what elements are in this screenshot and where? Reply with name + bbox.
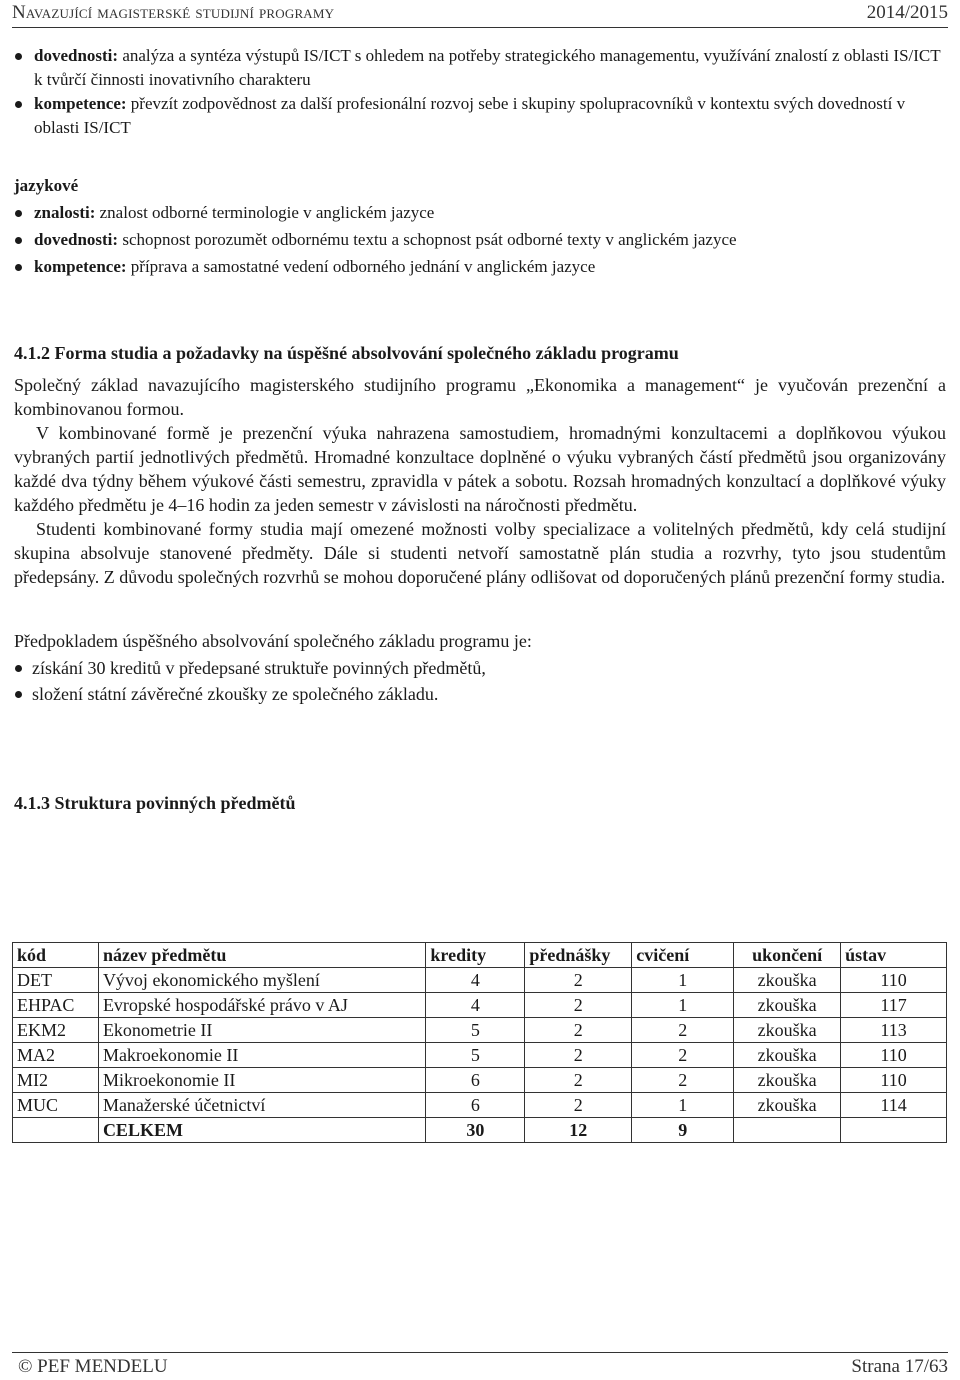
language-heading: jazykové bbox=[14, 176, 79, 195]
table-cell: 4 bbox=[426, 968, 525, 993]
page-footer bbox=[12, 1352, 948, 1380]
table-cell: zkouška bbox=[734, 1093, 841, 1118]
table-cell: Manažerské účetnictví bbox=[98, 1093, 425, 1118]
page-header bbox=[12, 0, 948, 28]
table-cell: 5 bbox=[426, 1043, 525, 1068]
table-header-row bbox=[13, 943, 947, 968]
list-item: kompetence: příprava a samostatné vedení odborného jednání v anglickém jazyce bbox=[14, 255, 946, 279]
page-number: Strana 17/63 bbox=[851, 1356, 948, 1377]
list-item: získání 30 kreditů v předepsané struktuře povinných předmětů, bbox=[14, 655, 946, 681]
table-cell: zkouška bbox=[734, 1018, 841, 1043]
table-cell: 2 bbox=[525, 1068, 632, 1093]
header-year: 2014/2015 bbox=[866, 2, 948, 23]
total-exercises: 9 bbox=[632, 1118, 734, 1143]
col-header: přednášky bbox=[525, 943, 632, 968]
list-item: znalosti: znalost odborné terminologie v anglickém jazyce bbox=[14, 201, 946, 225]
table-cell: 2 bbox=[632, 1043, 734, 1068]
paragraph: Předpokladem úspěšného absolvování společného základu programu je: bbox=[14, 631, 532, 651]
col-header: ústav bbox=[841, 943, 947, 968]
table-total-row bbox=[13, 1118, 947, 1143]
table-cell: 5 bbox=[426, 1018, 525, 1043]
table-row bbox=[13, 993, 947, 1018]
table-cell: 2 bbox=[632, 1068, 734, 1093]
table-cell bbox=[13, 1118, 99, 1143]
col-header: kredity bbox=[426, 943, 525, 968]
table-row bbox=[13, 1093, 947, 1118]
subjects-table bbox=[12, 942, 947, 1143]
table-cell: 4 bbox=[426, 993, 525, 1018]
table-cell: 2 bbox=[525, 1018, 632, 1043]
total-lectures: 12 bbox=[525, 1118, 632, 1143]
table-cell: 117 bbox=[841, 993, 947, 1018]
col-header: cvičení bbox=[632, 943, 734, 968]
table-cell: Evropské hospodářské právo v AJ bbox=[98, 993, 425, 1018]
section-title-413: 4.1.3 Struktura povinných předmětů bbox=[14, 793, 296, 813]
table-cell: 2 bbox=[525, 1043, 632, 1068]
list-item: dovednosti: schopnost porozumět odbornému textu a schopnost psát odborné texty v anglickém jazyce bbox=[14, 228, 946, 252]
table-cell: EHPAC bbox=[13, 993, 99, 1018]
table-cell: 2 bbox=[525, 993, 632, 1018]
table-cell: 1 bbox=[632, 1093, 734, 1118]
table-row bbox=[13, 1068, 947, 1093]
table-cell: 114 bbox=[841, 1093, 947, 1118]
language-bullet-list bbox=[14, 201, 946, 279]
table-cell bbox=[734, 1118, 841, 1143]
table-cell: 6 bbox=[426, 1068, 525, 1093]
table-cell: 2 bbox=[525, 1093, 632, 1118]
table-cell: 1 bbox=[632, 993, 734, 1018]
table-cell: zkouška bbox=[734, 1068, 841, 1093]
table-cell: zkouška bbox=[734, 993, 841, 1018]
col-header: název předmětu bbox=[98, 943, 425, 968]
table-row bbox=[13, 1018, 947, 1043]
table-row bbox=[13, 968, 947, 993]
table-cell: 113 bbox=[841, 1018, 947, 1043]
table-row bbox=[13, 1043, 947, 1068]
paragraph: Společný základ navazujícího magisterského studijního programu „Ekonomika a management“ je vyučován prezenční a kombinovanou formou. bbox=[14, 375, 946, 419]
table-cell: EKM2 bbox=[13, 1018, 99, 1043]
table-cell: 2 bbox=[525, 968, 632, 993]
table-cell bbox=[841, 1118, 947, 1143]
table-cell: 2 bbox=[632, 1018, 734, 1043]
table-cell: DET bbox=[13, 968, 99, 993]
table-cell: 110 bbox=[841, 968, 947, 993]
paragraph: V kombinované formě je prezenční výuka nahrazena samostudiem, hromadnými konzultacemi a doplňkovou výukou vybraných partií jednotlivých předmětů. Hromadné konzultace doplněné o výuku vybraných částí předmětů jsou organizovány každé dva týdny během výukové části semestru, zpravidla v pátek a sobotu. Rozsah hromadných konzultací a doplňkové výuky každého předmětu je 4–16 hodin za jeden semestr v závislosti na náročnosti předmětu. bbox=[14, 423, 946, 515]
page-content bbox=[14, 44, 946, 815]
total-label: CELKEM bbox=[98, 1118, 425, 1143]
footer-copyright: © PEF MENDELU bbox=[18, 1356, 168, 1377]
table-cell: 1 bbox=[632, 968, 734, 993]
requirements-list bbox=[14, 655, 946, 707]
header-title: Navazující magisterské studijní programy bbox=[12, 2, 335, 23]
table-cell: Ekonometrie II bbox=[98, 1018, 425, 1043]
table-cell: MUC bbox=[13, 1093, 99, 1118]
table-cell: 110 bbox=[841, 1068, 947, 1093]
list-item: kompetence: převzít zodpovědnost za další profesionální rozvoj sebe i skupiny spolupracovníků v kontextu svých dovedností v oblasti IS/ICT bbox=[14, 92, 946, 140]
paragraph: Studenti kombinované formy studia mají omezené možnosti volby specializace a volitelných předmětů, kdy celá studijní skupina absolvuje stanovené předměty. Dále si studenti netvoří samostatně plán studia a rozvrhy, tyto jsou studentům předepsány. Z důvodu společných rozvrhů se mohou doporučené plány odlišovat od doporučených plánů prezenční formy studia. bbox=[14, 519, 946, 587]
table-cell: MI2 bbox=[13, 1068, 99, 1093]
table-cell: zkouška bbox=[734, 968, 841, 993]
table-cell: Vývoj ekonomického myšlení bbox=[98, 968, 425, 993]
col-header: ukončení bbox=[734, 943, 841, 968]
table-cell: Makroekonomie II bbox=[98, 1043, 425, 1068]
table-cell: 110 bbox=[841, 1043, 947, 1068]
section-title-412: 4.1.2 Forma studia a požadavky na úspěšné absolvování společného základu programu bbox=[14, 343, 679, 363]
table-cell: Mikroekonomie II bbox=[98, 1068, 425, 1093]
table-cell: zkouška bbox=[734, 1043, 841, 1068]
table-cell: MA2 bbox=[13, 1043, 99, 1068]
total-credits: 30 bbox=[426, 1118, 525, 1143]
table-cell: 6 bbox=[426, 1093, 525, 1118]
list-item: dovednosti: analýza a syntéza výstupů IS/ICT s ohledem na potřeby strategického managementu, využívání znalostí z oblasti IS/ICT k tvůrčí činnosti inovativního charakteru bbox=[14, 44, 946, 92]
top-bullet-list bbox=[14, 44, 946, 140]
list-item: složení státní závěrečné zkoušky ze společného základu. bbox=[14, 681, 946, 707]
col-header: kód bbox=[13, 943, 99, 968]
